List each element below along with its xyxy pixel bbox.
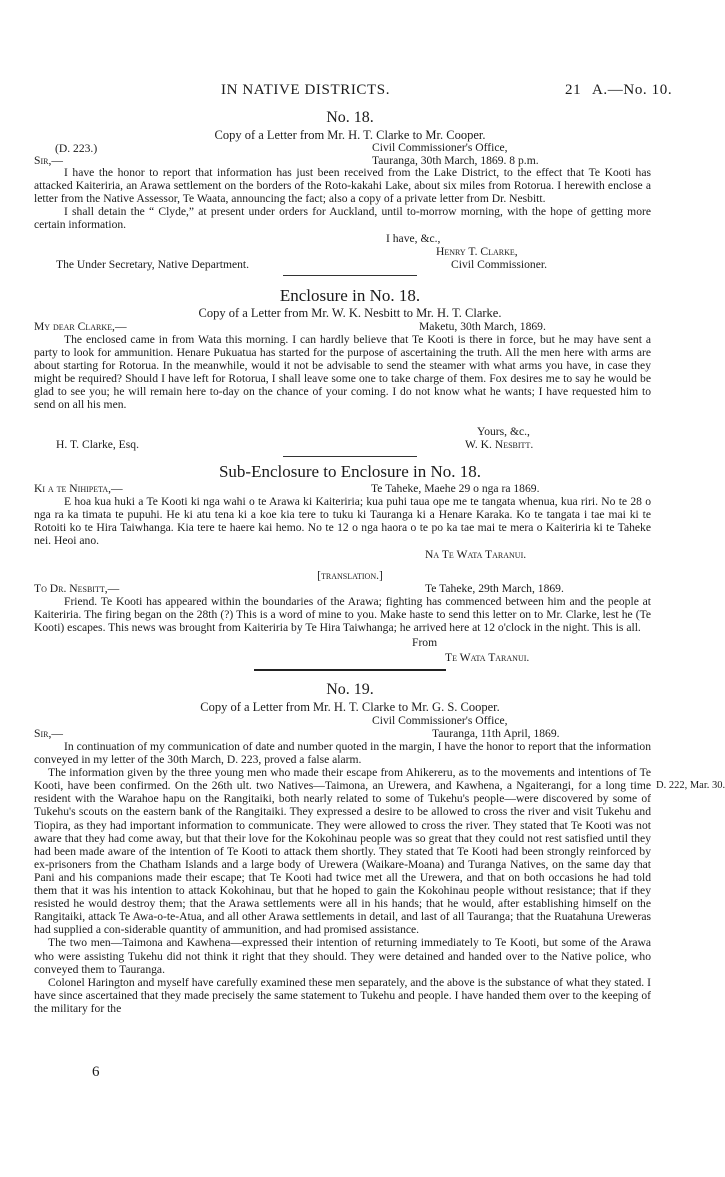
letter-18-office: Civil Commissioner's Office, xyxy=(372,141,508,154)
letter-19-place-date: Tauranga, 11th April, 1869. xyxy=(432,727,560,740)
sub-enclosure-salutation: Ki a te Nihipeta,— xyxy=(34,482,123,495)
letter-19-caption: Copy of a Letter from Mr. H. T. Clarke to Mr. G. S. Cooper. xyxy=(200,700,500,714)
letter-18-body: I have the honor to report that information has just been received from the Lake District, to the effect that Te Kooti has attacked Kaiteriria, an Arawa settlement on the borders of the Roto-kakahi Lake, about six miles from Rotorua. I herewith enclose a letter from the Native Assessor, Te Waata, announcing the fact; also a copy of a private letter from Dr. Nesbitt. I shall detain the “ Clyde,” at present under orders for Auckland, until to-morrow morning, with the hope of getting more certain information. xyxy=(34,166,651,232)
page-number: 21 xyxy=(565,82,582,98)
sub-enclosure-signature: Na Te Wata Taranui. xyxy=(425,548,527,561)
enclosure-18-signature: W. K. Nesbitt. xyxy=(465,438,534,451)
letter-number-19: No. 19. xyxy=(326,681,374,698)
margin-note: D. 222, Mar. 30. xyxy=(656,780,725,791)
sheet-signature: 6 xyxy=(92,1064,100,1080)
section-divider xyxy=(283,456,417,457)
sub-enclosure-title: Sub-Enclosure to Enclosure in No. 18. xyxy=(218,462,482,481)
enclosure-18-addressee: H. T. Clarke, Esq. xyxy=(56,438,139,451)
page-header-title: IN NATIVE DISTRICTS. xyxy=(221,82,391,98)
sub-enclosure-place-date: Te Taheke, Maehe 29 o nga ra 1869. xyxy=(371,482,540,495)
section-divider-thick xyxy=(254,669,446,671)
letter-18-ref: (D. 223.) xyxy=(55,142,98,155)
letter-19-office: Civil Commissioner's Office, xyxy=(372,714,508,727)
letter-19-body: In continuation of my communication of date and number quoted in the margin, I have the honor to report that the information conveyed in my letter of the 30th March, D. 223, proved a false alarm. The information given by the three young men who made their escape from Ahikereru, as to the movements and intentions of Te Kooti, have been confirmed. On the 26th ult. two Natives—Taimona, an Urewera, and Kawhena, a Ngaiterangi, for a long time resident with the Warahoe hapu on the Rangitaiki, both nearly related to some of Tukehu's people—were discovered by some of Tukehu's scouts on the eastern bank of the Rangitaiki. They expressed a desire to be allowed to cross the river and visit Tukehu and Tiopira, as they had important information to communicate. They were allowed to cross the river. They stated that Te Kooti was not aware that they had come away, but that their love for the Kokohinau people was so great that they could not rest satisfied until they had been made aware of the intention of Te Kooti to attack them shortly. They stated that Te Kooti had been strongly reinforced by ex-prisoners from the Chatham Islands and a large body of Urewera (Waikare-Moana) and Turanga Natives, on the same day that Pani and his companions made their escape; that Te Kooti had twice met all the Urewera, and that on both occasions he had told them that it was his intention to attack Kokohinau, but that he hoped to gain the Kokohinau people without resistance; that if they resisted he would destroy them; that the Arawa settlements were all in his hands; that he would, after establishing himself on the Rangitaiki, attack Te Awa-o-te-Atua, and all other Arawa settlements in detail, and last of all Tauranga; that the Ruatahuna Ureweras had supplied a con-siderable quantity of ammunition, and had promised assistance. The two men—Taimona and Kawhena—expressed their intention of returning immediately to Te Kooti, but some of the Arawa who were assisting Tukehu did not think it right that they should. They were detained and handed over to the Native police, who conveyed them to Tauranga. Colonel Harington and myself have carefully examined these men separately, and the above is the substance of what they stated. I have since ascertained that they made precisely the same statement to Tukehu and people. I have handed them over to the keeping of the military for the xyxy=(34,740,651,1015)
enclosure-18-caption: Copy of a Letter from Mr. W. K. Nesbitt to Mr. H. T. Clarke. xyxy=(198,306,502,320)
translation-body: Friend. Te Kooti has appeared within the boundaries of the Arawa; fighting has commenced between him and the people at Kaiteriria. The firing began on the 28th (?) This is a word of mine to you. Make haste to send this letter on to Mr. Clarke, lest he (Te Kooti) escapes. This news was brought from Kaiteriria by Te Hira Taiwhanga; he arrived here at 12 o'clock in the night. This is all. xyxy=(34,595,651,635)
translation-signature: Te Wata Taranui. xyxy=(445,651,530,664)
letter-18-closing: I have, &c., xyxy=(386,232,441,245)
letter-number-18: No. 18. xyxy=(326,109,374,126)
translation-place-date: Te Taheke, 29th March, 1869. xyxy=(425,582,564,595)
enclosure-18-closing: Yours, &c., xyxy=(477,425,530,438)
translation-from: From xyxy=(412,636,438,649)
section-divider xyxy=(283,275,417,276)
letter-18-caption: Copy of a Letter from Mr. H. T. Clarke to Mr. Cooper. xyxy=(214,128,486,142)
letter-18-addressee: The Under Secretary, Native Department. xyxy=(56,258,250,271)
letter-18-salutation: Sir,— xyxy=(34,154,63,167)
letter-18-signature: Henry T. Clarke, xyxy=(436,245,518,258)
enclosure-18-title: Enclosure in No. 18. xyxy=(279,286,421,305)
translation-salutation: To Dr. Nesbitt,— xyxy=(34,582,120,595)
enclosure-18-salutation: My dear Clarke,— xyxy=(34,320,127,333)
enclosure-18-place-date: Maketu, 30th March, 1869. xyxy=(419,320,546,333)
translation-label: [translation.] xyxy=(317,569,383,582)
document-reference: A.—No. 10. xyxy=(592,82,673,98)
enclosure-18-body: The enclosed came in from Wata this morning. I can hardly believe that Te Kooti is there in force, but he may have sent a party to look for ammunition. Henare Pukuatua has started for the purpose of ascertaining the truth. All the men here with arms are about starting for Rotorua. In the meanwhile, would it not be advisable to send the steamer with what arms you have, in case they might be required? Should I have left for Rotorua, I shall leave some one to take charge of them. Fox desires me to say he would be glad to see you; he will remain here to-day on the chance of your coming. I do not know what he wants; I have requested him to send on all his men. xyxy=(34,333,651,412)
letter-18-signatory-title: Civil Commissioner. xyxy=(451,258,547,271)
letter-18-place-date: Tauranga, 30th March, 1869. 8 p.m. xyxy=(372,154,539,167)
sub-enclosure-body-maori: E hoa kua huki a Te Kooti ki nga wahi o te Arawa ki Kaiteriria; kua puhi taua ope me te tangata whenua, kua riri. No te 28 o nga ra ka timata te pupuhi. He ki atu tena ki a koe kia tere to tuku ki Tauranga ki a Henare Karaka. Ko te tangata i tae mai ki te Rotoiti ko te Hira Taiwhanga. Kia tere te haere kai hemo. No te 12 o nga haora o te po ka tae mai te mera o Kaiteriria ki te Taheke nei. Heoi ano. xyxy=(34,495,651,548)
letter-19-salutation: Sir,— xyxy=(34,727,63,740)
